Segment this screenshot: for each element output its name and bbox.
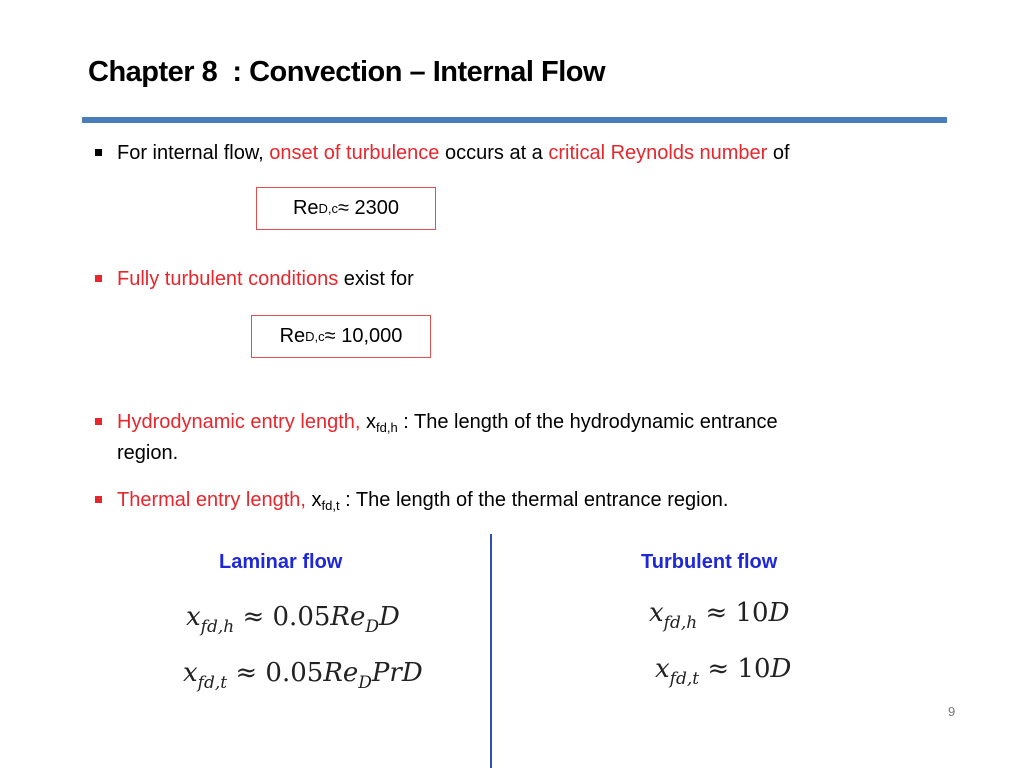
turbulent-thermal-equation: $x_{fd,t} \approx 10D$ (655, 654, 792, 689)
bullet-text: Thermal entry length, $x_{fd,t}$ : The length of the thermal entrance region. (117, 489, 729, 513)
turbulent-flow-heading: Turbulent flow (641, 551, 778, 573)
bullet-thermal-entry (95, 485, 975, 516)
bullet-text-continued: region. (117, 442, 179, 464)
bullet-text: Hydrodynamic entry length, $x_{fd,h}$ : The length of the hydrodynamic entrance (117, 411, 778, 435)
bullet-internal-flow (95, 138, 975, 169)
bullet-fully-turbulent (95, 264, 975, 295)
bullet-marker (95, 149, 102, 156)
slide-title: Chapter 8 : Convection – Internal Flow (88, 56, 606, 88)
page-number: 9 (948, 704, 956, 719)
bullet-marker (95, 275, 102, 282)
bullet-text: Fully turbulent conditions exist for (117, 268, 414, 290)
laminar-flow-heading: Laminar flow (219, 551, 343, 573)
bullet-marker (95, 418, 102, 425)
turbulent-reynolds-box: Re D,c ≈ 10,000 (251, 315, 431, 358)
turbulent-hydrodynamic-equation: $x_{fd,h} \approx 10D$ (649, 598, 790, 633)
laminar-hydrodynamic-equation: $x_{fd,h} \approx 0.05Re_DD$ (186, 602, 400, 637)
laminar-thermal-equation: $x_{fd,t} \approx 0.05Re_DPrD$ (183, 658, 423, 693)
column-divider (490, 534, 492, 768)
title-underline (82, 117, 947, 123)
bullet-text: For internal flow, onset of turbulence occurs at a critical Reynolds number of (117, 142, 790, 164)
bullet-marker (95, 496, 102, 503)
bullet-hydrodynamic-entry (95, 407, 975, 469)
critical-reynolds-box: Re D,c ≈ 2300 (256, 187, 436, 230)
